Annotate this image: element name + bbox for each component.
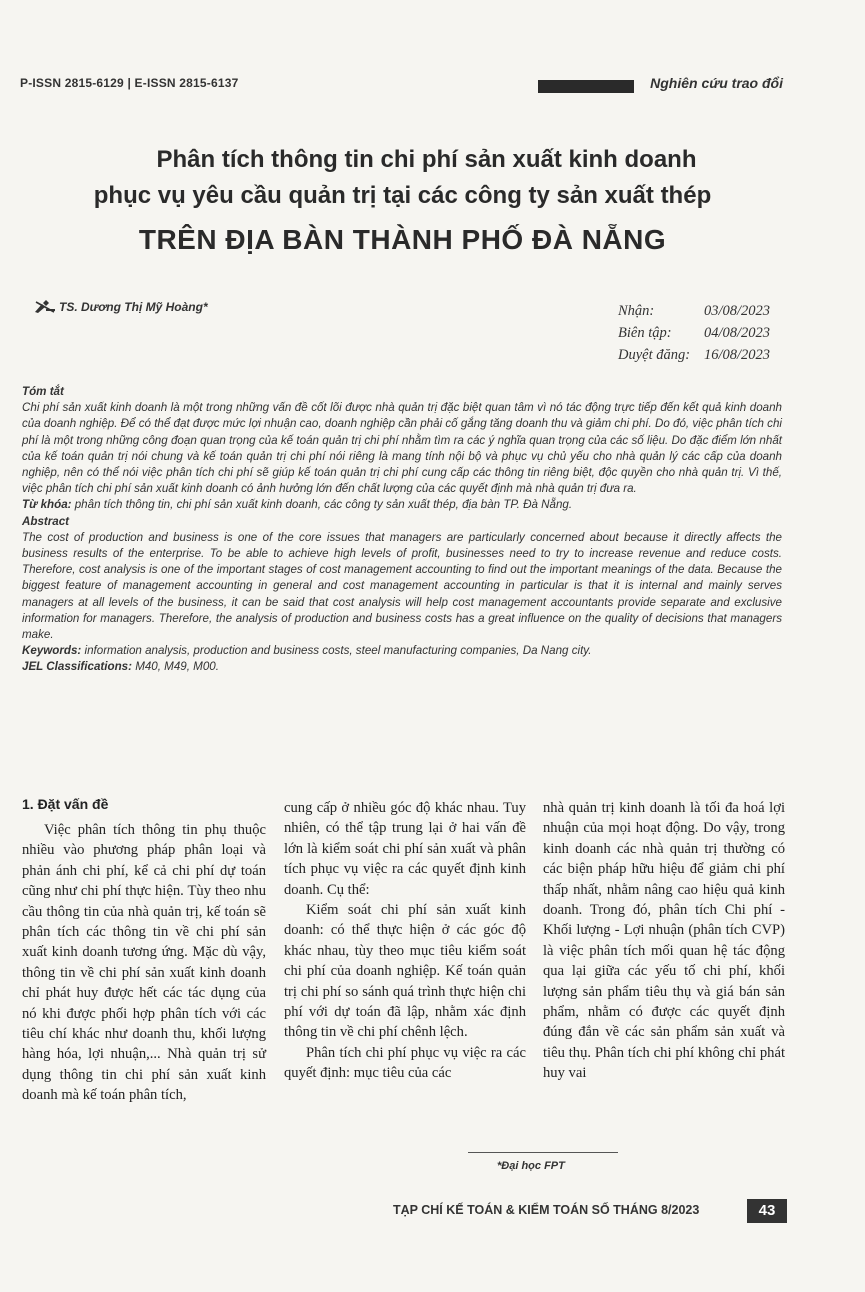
section-label: Nghiên cứu trao đổi (650, 75, 783, 91)
jel-classifications: JEL Classifications: M40, M49, M00. (22, 660, 219, 674)
body-column-2 (284, 798, 526, 1084)
article-title-line-3: TRÊN ĐỊA BÀN THÀNH PHỐ ĐÀ NẴNG (138, 224, 667, 255)
journal-footer: TẠP CHÍ KẾ TOÁN & KIỂM TOÁN SỐ THÁNG 8/2023 (393, 1203, 700, 1217)
paragraph: nhà quản trị kinh doanh là tối đa hoá lợi nhuận của mọi hoạt động. Do vậy, trong kinh doanh các nhà quản trị thường có các biện pháp hữu hiệu để giảm chi phí thấp nhất, nhằm nâng cao hiệu quả kinh doanh. Trong đó, phân tích Chi phí - Khối lượng - Lợi nhuận (phân tích CVP) là việc phân tích mối quan hệ tác động qua lại giữa các yếu tố chi phí, khối lượng sản phẩm tiêu thụ và giá bán sản phẩm, nhằm có được các quyết định đúng đắn về các sản phẩm sản xuất và tiêu thụ. Phân tích chi phí không chỉ phát huy vai (543, 800, 785, 1082)
author-name: TS. Dương Thị Mỹ Hoàng* (59, 300, 208, 314)
paragraph: cung cấp ở nhiều góc độ khác nhau. Tuy nhiên, có thể tập trung lại ở hai vấn đề lớn là kiểm soát chi phí sản xuất và phân tích phục vụ việc ra các quyết định kinh doanh. Cụ thể: (284, 800, 526, 898)
body-column-3 (543, 798, 785, 1084)
article-title-line-1: Phân tích thông tin chi phí sản xuất kinh doanh (156, 146, 697, 173)
abstract-vi-heading: Tóm tắt (22, 385, 64, 398)
article-title-line-2: phục vụ yêu cầu quản trị tại các công ty sản xuất thép (93, 182, 712, 209)
section-heading: 1. Đặt vấn đề (22, 796, 109, 812)
affiliation: *Đại học FPT (497, 1160, 565, 1172)
pen-icon (34, 300, 56, 314)
keywords-en: Keywords: information analysis, production and business costs, steel manufacturing companies, Da Nang city. (22, 644, 592, 658)
date-received: Nhận: 03/08/2023 (618, 303, 771, 319)
paragraph: Kiểm soát chi phí sản xuất kinh doanh: có thể thực hiện ở các góc độ khác nhau, tùy theo mục tiêu kiểm soát chi phí của doanh nghiệp. Kế toán quản trị chi phí so sánh quá trình thực hiện chi phí với dự toán đã lập, nhằm xác định thông tin về chi phí chênh lệch. (284, 902, 526, 1041)
issn-header: P-ISSN 2815-6129 | E-ISSN 2815-6137 (20, 76, 239, 90)
paragraph: Việc phân tích thông tin phụ thuộc nhiều vào phương pháp phân loại và phản ánh chi phí, kể cả chi phí dự toán cũng như chi phí thực hiện. Tùy theo nhu cầu thông tin của nhà quản trị, kế toán sẽ phân tích các thông tin về chi phí sản xuất kinh doanh tương ứng. Mặc dù vậy, thông tin về chi phí sản xuất kinh doanh chỉ phát huy được hết các tác dụng của nó khi được phối hợp phân tích với các tiêu chí khác như doanh thu, khối lượng hàng hóa, lợi nhuận,... Nhà quản trị sử dụng thông tin chi phí sản xuất kinh doanh mà kế toán phân tích, (22, 822, 266, 1104)
date-edited: Biên tập: 04/08/2023 (618, 325, 771, 341)
header-bar (538, 80, 634, 93)
affiliation-rule (468, 1152, 618, 1153)
keywords-vi: Từ khóa: phân tích thông tin, chi phí sản xuất kinh doanh, các công ty sản xuất thép, địa bàn TP. Đà Nẵng. (22, 498, 573, 512)
dates-block (618, 300, 770, 366)
date-approved: Duyệt đăng: 16/08/2023 (618, 347, 771, 363)
author (34, 300, 208, 314)
abstract-vi-text: Chi phí sản xuất kinh doanh là một trong những vấn đề cốt lõi được nhà quản trị đặc biệt quan tâm vì nó tác động trực tiếp đến kết quả kinh doanh của doanh nghiệp. Để có thể đạt được mức lợi nhuận cao, doanh nghiệp cần phải cố gắng tăng doanh thu và giảm chi phí. Do đó, việc phân tích chi phí là một trong những công đoạn quan trọng của kế toán quản trị chi phí nhằm tìm ra các ý nghĩa quan trọng của các số liệu. Do đặc điểm lớn nhất của kế toán quản trị nói chung và kế toán quản trị chi phí nói riêng là mang tính nội bộ và phục vụ chủ yếu cho nhà quản lý các cấp của doanh nghiệp, nên có thể nói việc phân tích chi phí sẽ giúp kế toán quản trị chi phí cung cấp các thông tin riêng biệt, độc quyền cho nhà quản trị. Vì thế, việc phân tích chi phí sản xuất kinh doanh có ảnh hưởng lớn đến chất lượng của các quyết định mà nhà quản trị đưa ra. (22, 401, 782, 496)
paragraph: Phân tích chi phí phục vụ việc ra các quyết định: mục tiêu của các (284, 1044, 526, 1082)
body-column-1 (22, 820, 266, 1106)
page-number: 43 (747, 1199, 787, 1223)
abstract-en-text: The cost of production and business is one of the core issues that managers are particularly concerned about because it directly affects the business results of the enterprise. To be able to achieve high levels of profit, businesses need to try to increase revenue and reduce costs. Therefore, cost analysis is one of the important stages of cost management accounting to find out the important meanings of the data. Because the biggest feature of management accounting in general and cost management accounting in particular is that it is internal and mainly serves managers at all levels of the business, it can be said that cost analysis will help cost management accountants provide separate and exclusive information for managers. Therefore, the analysis of production and business costs has a great influence on the quality of decisions that managers make. (22, 530, 782, 642)
abstract-vi (22, 384, 782, 676)
abstract-en-heading: Abstract (22, 514, 70, 528)
